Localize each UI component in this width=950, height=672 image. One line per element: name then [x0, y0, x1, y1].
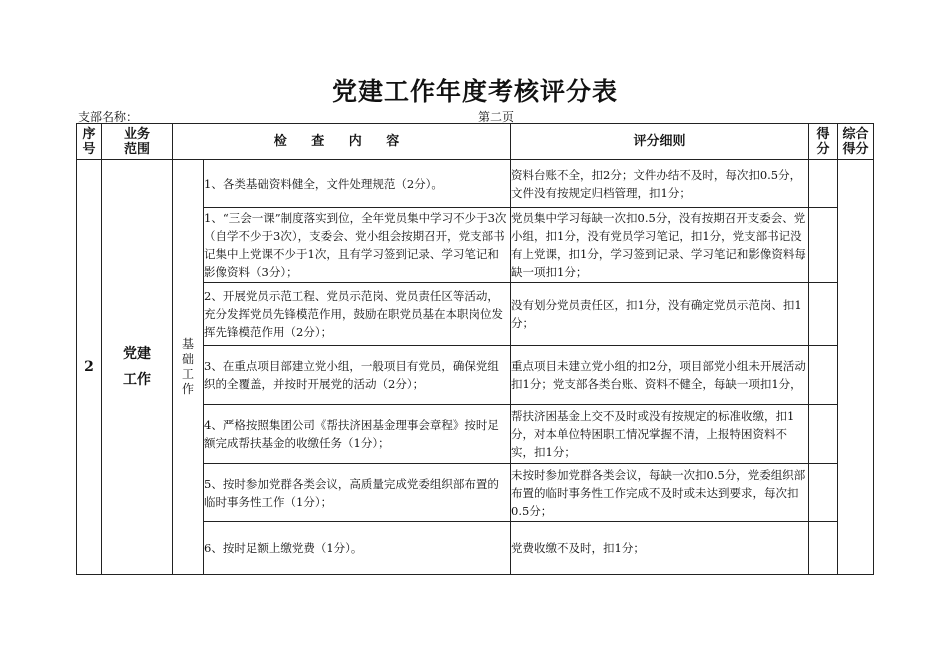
assessment-table: [76, 123, 874, 575]
scoring-detail: 没有划分党员责任区，扣1分，没有确定党员示范岗、扣1分；: [511, 283, 809, 346]
score-cell[interactable]: [809, 522, 838, 575]
section-seq: 2: [77, 160, 102, 575]
check-content: 6、按时足额上缴党费（1分）。: [204, 522, 511, 575]
score-cell[interactable]: [809, 208, 838, 283]
scoring-detail: 重点项目未建立党小组的扣2分，项目部党小组未开展活动扣1分；党支部各类台账、资料不健全，每缺一项扣1分，: [511, 346, 809, 405]
scoring-detail: 帮扶济困基金上交不及时或没有按规定的标准收缴，扣1分，对本单位特困职工情况掌握不清，上报特困资料不实，扣1分；: [511, 405, 809, 464]
scoring-detail: 未按时参加党群各类会议，每缺一次扣0.5分，党委组织部布置的临时事务性工作完成不及时或未达到要求，每次扣0.5分；: [511, 464, 809, 522]
header-content: 检 查 内 容: [173, 124, 511, 160]
check-content: 1、各类基础资料健全，文件处理规范（2分）。: [204, 160, 511, 208]
header-row: [77, 124, 874, 160]
check-content: 5、按时参加党群各类会议，高质量完成党委组织部布置的临时事务性工作（1分）；: [204, 464, 511, 522]
sub-category-label: 基础工作: [181, 337, 194, 396]
scoring-detail: 党员集中学习每缺一次扣0.5分，没有按期召开支委会、党小组，扣1分，没有党员学习笔记，扣1分，党支部书记没有上党课，扣1分，学习签到记录、学习笔记和影像资料每缺一项扣1分；: [511, 208, 809, 283]
header-seq: 序号: [77, 124, 102, 160]
branch-name-label: 支部名称：: [78, 110, 139, 124]
scoring-detail: 党费收缴不及时，扣1分；: [511, 522, 809, 575]
scope-line-2: 工作: [123, 372, 151, 388]
header-scope: 业务范围: [102, 124, 173, 160]
score-cell[interactable]: [809, 405, 838, 464]
scoring-detail: 资料台账不全，扣2分；文件办结不及时，每次扣0.5分，文件没有按规定归档管理，扣1分；: [511, 160, 809, 208]
score-cell[interactable]: [809, 346, 838, 405]
sub-category: [173, 160, 204, 575]
score-cell[interactable]: [809, 283, 838, 346]
page-number: 第二页: [478, 110, 515, 124]
check-content: 3、在重点项目部建立党小组，一般项目有党员，确保党组织的全覆盖，并按时开展党的活动（2分）；: [204, 346, 511, 405]
section-scope: [102, 160, 173, 575]
table-row: [77, 160, 874, 208]
score-cell[interactable]: [809, 464, 838, 522]
document-title: 党建工作年度考核评分表: [331, 77, 618, 106]
header-total: 综合得分: [838, 124, 874, 160]
check-content: 2、开展党员示范工程、党员示范岗、党员责任区等活动，充分发挥党员先锋模范作用，鼓励在职党员基在本职岗位发挥先锋模范作用（2分）；: [204, 283, 511, 346]
total-score-cell[interactable]: [838, 160, 874, 575]
check-content: 1、“三会一课”制度落实到位，全年党员集中学习不少于3次（自学不少于3次），支委会、党小组会按期召开，党支部书记集中上党课不少于1次，且有学习签到记录、学习笔记和影像资料（3分）；: [204, 208, 511, 283]
header-score: 得分: [809, 124, 838, 160]
scope-line-1: 党建: [123, 346, 151, 362]
header-detail: 评分细则: [511, 124, 809, 160]
score-cell[interactable]: [809, 160, 838, 208]
check-content: 4、严格按照集团公司《帮扶济困基金理事会章程》按时足额完成帮扶基金的收缴任务（1分）；: [204, 405, 511, 464]
